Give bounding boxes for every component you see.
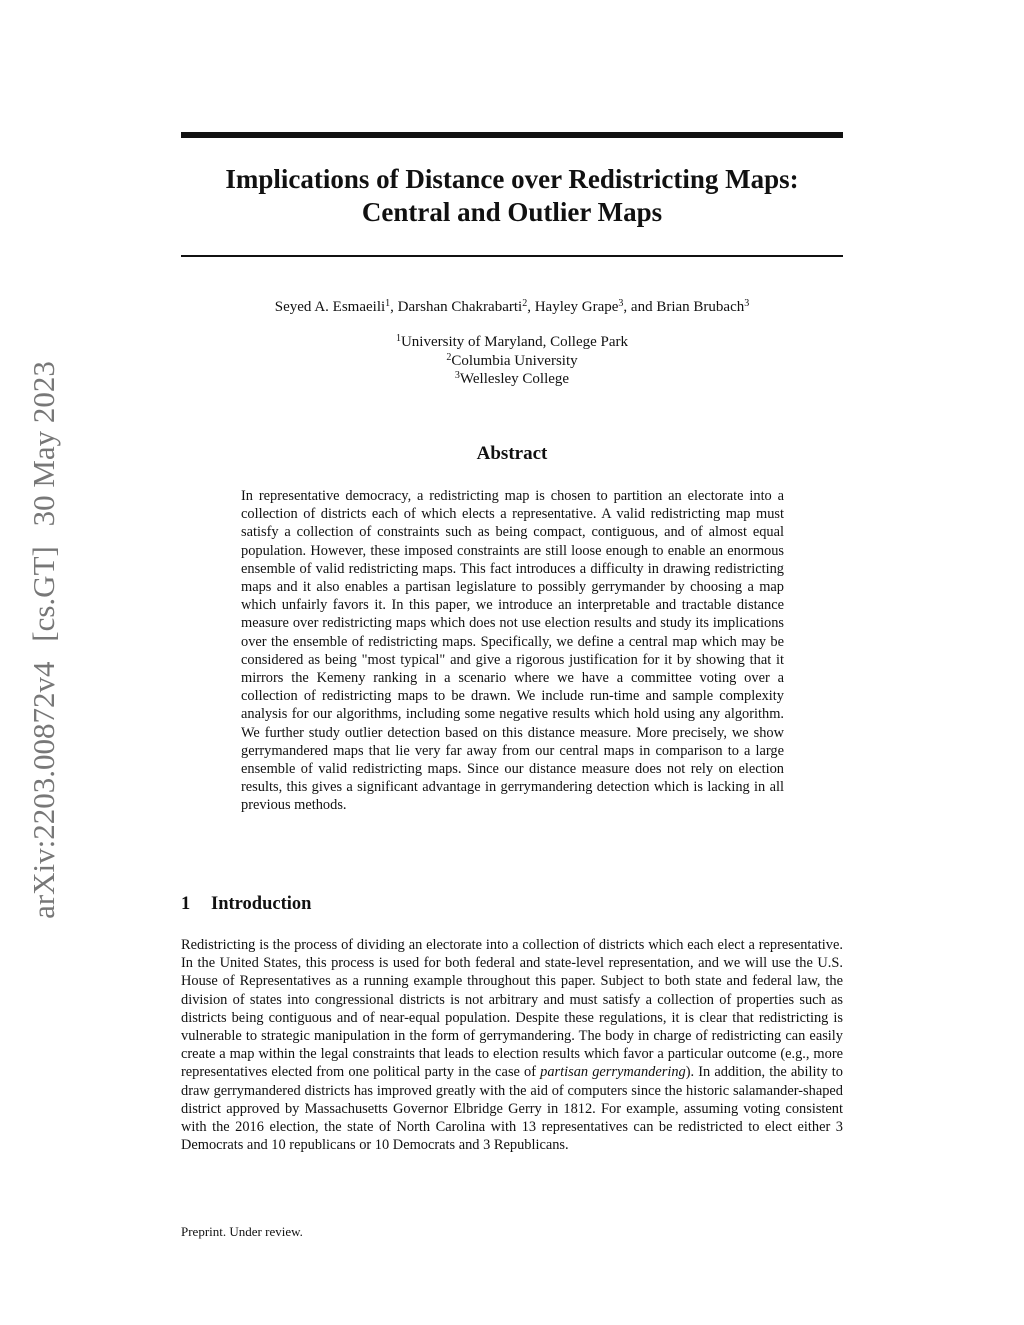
introduction-text-part-1: Redistricting is the process of dividing an electorate into a collection of districts which each elect a representative. In the United States, this process is used for both federal and state-level representation, and we will use the U.S. House of Representatives as a running example throughout this paper. Subject to both state and federal law, the division of states into congressional districts is not arbitrary and must satisfy a collection of properties such as districts being contiguous and of near-equal population. Despite these regulations, it is clear that redistricting is vulnerable to strategic manipulation in the form of gerrymandering. The body in charge of redistricting can easily create a map within the legal constraints that leads to election results which favor a particular outcome (e.g., more representatives elected from one political party in the case of <box>181 937 843 1081</box>
author-separator: , and <box>623 299 657 315</box>
affiliation-item <box>181 352 843 371</box>
arxiv-category: [cs.GT] <box>26 546 61 642</box>
abstract-heading: Abstract <box>476 443 548 464</box>
author-name: Brian Brubach <box>656 299 745 315</box>
title-bottom-rule <box>181 255 843 257</box>
section-title: Introduction <box>211 894 312 914</box>
affiliation-name: University of Maryland, College Park <box>400 334 629 350</box>
author-name: Darshan Chakrabarti <box>397 299 523 315</box>
introduction-paragraph <box>181 936 843 1154</box>
affiliation-name: Columbia University <box>451 352 578 369</box>
affiliation-number: 3 <box>454 370 460 381</box>
affiliation-number: 2 <box>446 351 452 363</box>
affiliation-number: 1 <box>395 333 401 344</box>
section-heading-introduction <box>181 893 311 915</box>
title-line-2: Central and Outlier Maps <box>361 197 663 227</box>
author-affiliation-mark: 3 <box>744 298 750 309</box>
author-name: Hayley Grape <box>534 299 619 315</box>
affiliation-item <box>181 370 843 389</box>
preprint-footer-note: Preprint. Under review. <box>181 1224 303 1239</box>
abstract-text: In representative democracy, a redistricting map is chosen to partition an electorate into a collection of districts each of which elects a representative. A valid redistricting map must satisfy a collection of constraints such as being compact, contiguous, and of almost equal population. However, these imposed constraints are still loose enough to enable an enormous ensemble of valid redistricting maps. This fact introduces a difficulty in drawing redistricting maps and it also enables a partisan legislature to possibly gerrymander by choosing a map which unfairly favors it. In this paper, we introduce an interpretable and tractable distance measure over redistricting maps which does not use election results and study its implications over the ensemble of redistricting maps. Specifically, we define a central map which may be considered as being "most typical" and give a rigorous justification for it by showing that it mirrors the Kemeny ranking in a scenario where we have a committee voting over a collection of redistricting maps to be drawn. We include run-time and sample complexity analysis for our algorithms, including some negative results which hold using any algorithm. We further study outlier detection based on this distance measure. More precisely, we show gerrymandered maps that lie very far away from our central maps in comparison to a large ensemble of valid redistricting maps. Since our distance measure does not rely on election results, this gives a significant advantage in gerrymandering detection which is lacking in all previous methods. <box>241 488 784 814</box>
arxiv-id: arXiv:2203.00872v4 <box>26 661 61 919</box>
arxiv-date: 30 May 2023 <box>26 361 61 527</box>
title-top-rule <box>181 132 843 138</box>
arxiv-sidebar-stamp <box>24 340 64 940</box>
author-name: Seyed A. Esmaeili <box>274 299 386 315</box>
author-affiliation-mark: 2 <box>522 298 528 309</box>
affiliation-list <box>181 333 843 389</box>
introduction-emphasis: partisan gerrymandering <box>540 1064 686 1081</box>
author-affiliation-mark: 3 <box>618 298 624 309</box>
title-line-1: Implications of Distance over Redistricting Maps: <box>225 164 799 194</box>
affiliation-item <box>181 333 843 352</box>
author-separator: , <box>390 299 398 315</box>
author-separator: , <box>527 299 535 315</box>
author-affiliation-mark: 1 <box>385 298 391 309</box>
author-list <box>181 297 843 317</box>
section-number: 1 <box>181 894 191 914</box>
introduction-text-part-2: ). In addition, the ability to draw gerrymandered districts has improved greatly with the aid of computers since the historic salamander-shaped district approved by Massachusetts Governor Elbridge Gerry in 1812. For example, assuming voting consistent with the 2016 election, the state of North Carolina with 13 representatives can be redistricted to elect either 3 Democrats and 10 republicans or 10 Democrats and 3 Republicans. <box>181 1064 843 1154</box>
affiliation-name: Wellesley College <box>459 371 570 387</box>
paper-title <box>181 163 843 229</box>
